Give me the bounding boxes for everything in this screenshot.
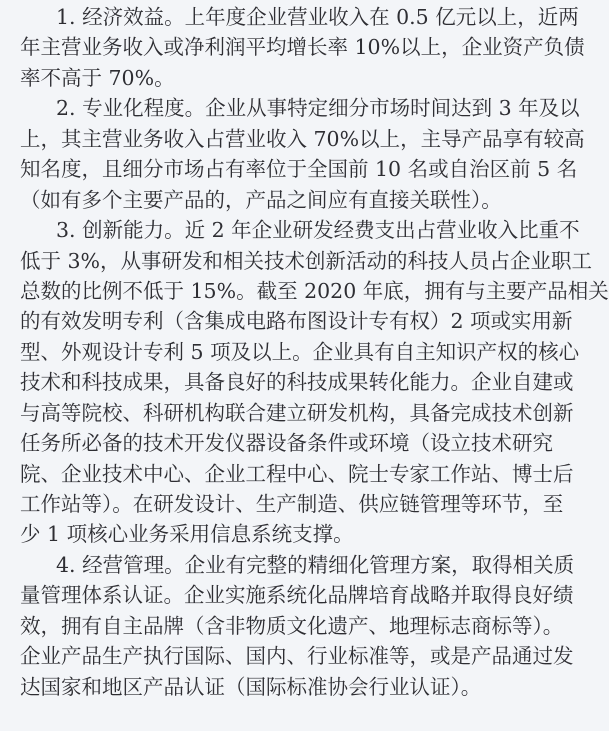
document-page (20, 2, 609, 702)
text-line: 达国家和地区产品认证（国际标准协会行业认证）。 (20, 674, 482, 699)
text-line: 年主营业务收入或净利润平均增长率 10%以上，企业资产负债 (20, 35, 585, 60)
text-line: 任务所必备的技术开发仪器设备条件或环境（设立技术研究 (20, 431, 553, 456)
text-line: 总数的比例不低于 15%。截至 2020 年底，拥有与主要产品相关 (20, 278, 609, 303)
text-line: 知名度，且细分市场占有率位于全国前 10 名或自治区前 5 名 (20, 157, 578, 182)
paragraph-3 (20, 215, 609, 550)
text-line: 率不高于 70%。 (20, 65, 175, 90)
text-line: 3. 创新能力。近 2 年企业研发经费支出占营业收入比重不 (56, 218, 580, 243)
text-line: （如有多个主要产品的，产品之间应有直接关联性）。 (20, 187, 502, 212)
text-line: 企业产品生产执行国际、国内、行业标准等，或是产品通过发 (20, 644, 574, 669)
text-line: 院、企业技术中心、企业工程中心、院士专家工作站、博士后 (20, 461, 574, 486)
text-line: 2. 专业化程度。企业从事特定细分市场时间达到 3 年及以 (56, 96, 580, 121)
paragraph-2 (20, 93, 585, 215)
text-line: 工作站等）。在研发设计、生产制造、供应链管理等环节，至 (20, 492, 564, 516)
text-line: 效，拥有自主品牌（含非物质文化遗产、地理标志商标等）。 (20, 613, 564, 638)
paragraph-1 (20, 2, 585, 93)
text-line: 技术和科技成果，具备良好的科技成果转化能力。企业自建或 (20, 370, 574, 395)
paragraph-4 (20, 550, 575, 702)
text-line: 4. 经营管理。企业有完整的精细化管理方案，取得相关质 (56, 552, 575, 577)
text-line: 少 1 项核心业务采用信息系统支撑。 (20, 522, 354, 547)
text-line: 型、外观设计专利 5 项及以上。企业具有自主知识产权的核心 (20, 339, 580, 364)
text-line: 低于 3%，从事研发和相关技术创新活动的科技人员占企业职工 (20, 248, 593, 273)
text-line: 的有效发明专利（含集成电路布图设计专有权）2 项或实用新 (20, 309, 573, 334)
text-line: 上，其主营业务收入占营业收入 70%以上，主导产品享有较高 (20, 126, 585, 151)
text-line: 1. 经济效益。上年度企业营业收入在 0.5 亿元以上，近两 (56, 5, 579, 29)
text-line: 与高等院校、科研机构联合建立研发机构，具备完成技术创新 (20, 400, 574, 425)
text-line: 量管理体系认证。企业实施系统化品牌培育战略并取得良好绩 (20, 583, 574, 608)
